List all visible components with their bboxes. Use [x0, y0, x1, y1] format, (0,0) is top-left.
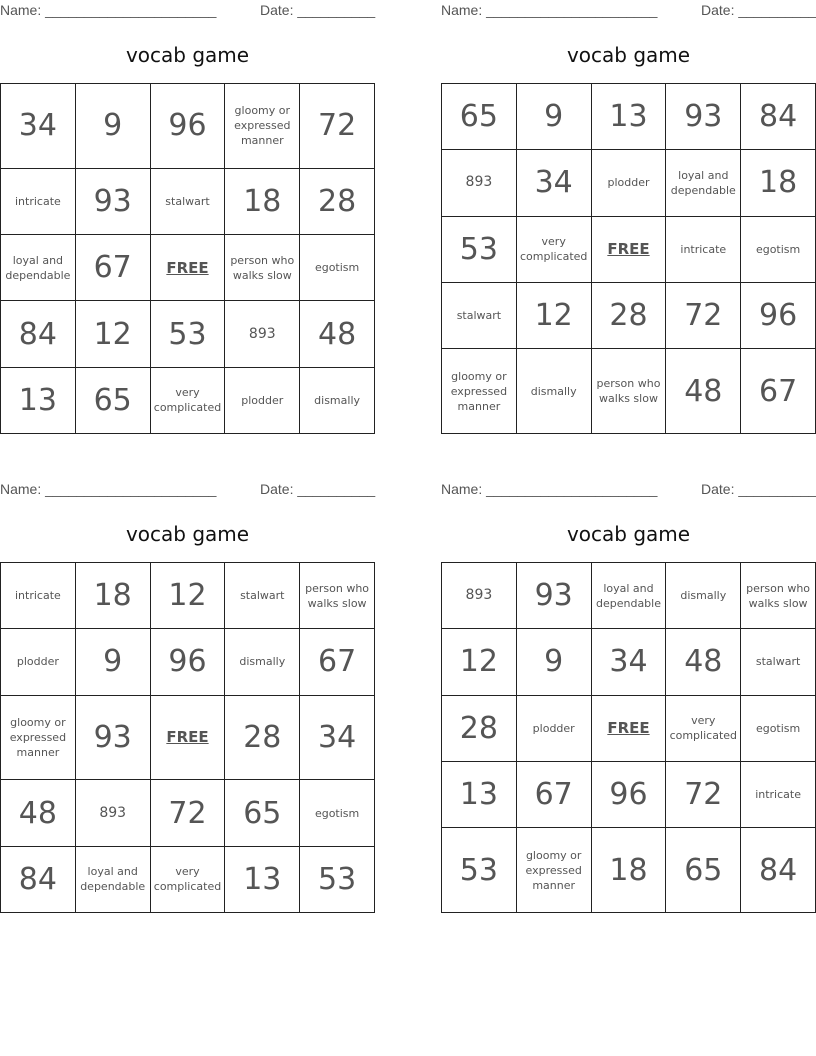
word-cell[interactable]: gloomy or expressed manner: [225, 84, 300, 169]
number-cell[interactable]: 53: [300, 846, 375, 912]
number-cell[interactable]: 96: [741, 282, 816, 348]
number-cell[interactable]: 93: [75, 168, 150, 234]
free-space-cell[interactable]: FREE: [150, 695, 225, 780]
card-title: vocab game: [125, 522, 250, 546]
word-cell[interactable]: stalwart: [741, 629, 816, 695]
number-cell[interactable]: 67: [741, 349, 816, 434]
number-cell[interactable]: 34: [300, 695, 375, 780]
grid-row: [1, 563, 375, 629]
word-cell[interactable]: loyal and dependable: [75, 846, 150, 912]
date-field[interactable]: Date: __________: [260, 481, 376, 497]
card-title: vocab game: [566, 522, 691, 546]
word-cell[interactable]: dismally: [666, 563, 741, 629]
word-cell[interactable]: gloomy or expressed manner: [1, 695, 76, 780]
number-cell[interactable]: 34: [591, 629, 666, 695]
word-cell[interactable]: person who walks slow: [591, 349, 666, 434]
word-cell[interactable]: gloomy or expressed manner: [442, 349, 517, 434]
number-cell[interactable]: 28: [591, 282, 666, 348]
free-space-cell[interactable]: FREE: [150, 235, 225, 301]
name-field[interactable]: Name: ______________________: [441, 481, 658, 497]
date-field[interactable]: Date: __________: [260, 2, 376, 18]
word-cell[interactable]: plodder: [225, 367, 300, 433]
word-cell[interactable]: loyal and dependable: [666, 150, 741, 216]
free-space-cell[interactable]: FREE: [591, 695, 666, 761]
number-cell[interactable]: 34: [516, 150, 591, 216]
number-cell[interactable]: 9: [516, 629, 591, 695]
number-cell[interactable]: 84: [1, 846, 76, 912]
bingo-grid: [441, 83, 816, 434]
date-field[interactable]: Date: __________: [701, 481, 816, 497]
word-cell[interactable]: person who walks slow: [741, 563, 816, 629]
word-cell[interactable]: egotism: [300, 235, 375, 301]
number-cell[interactable]: 93: [516, 563, 591, 629]
word-cell[interactable]: intricate: [1, 168, 76, 234]
number-cell[interactable]: 18: [225, 168, 300, 234]
bingo-grid: [441, 562, 816, 913]
grid-row: [1, 84, 375, 169]
number-cell[interactable]: 18: [75, 563, 150, 629]
number-cell[interactable]: 13: [442, 761, 517, 827]
grid-row: [442, 84, 816, 150]
name-date-row: [0, 2, 375, 20]
number-cell[interactable]: 893: [442, 563, 517, 629]
word-cell[interactable]: intricate: [741, 761, 816, 827]
number-cell[interactable]: 65: [75, 367, 150, 433]
name-date-row: [0, 481, 375, 499]
number-cell[interactable]: 9: [75, 84, 150, 169]
number-cell[interactable]: 72: [666, 761, 741, 827]
grid-row: [442, 695, 816, 761]
number-cell[interactable]: 48: [666, 349, 741, 434]
number-cell[interactable]: 34: [1, 84, 76, 169]
word-cell[interactable]: very complicated: [516, 216, 591, 282]
word-cell[interactable]: intricate: [666, 216, 741, 282]
number-cell[interactable]: 28: [300, 168, 375, 234]
bingo-grid: [0, 562, 375, 913]
number-cell[interactable]: 28: [225, 695, 300, 780]
grid-row: [1, 846, 375, 912]
word-cell[interactable]: dismally: [516, 349, 591, 434]
word-cell[interactable]: person who walks slow: [225, 235, 300, 301]
grid-row: [442, 828, 816, 913]
number-cell[interactable]: 13: [1, 367, 76, 433]
number-cell[interactable]: 893: [75, 780, 150, 846]
word-cell[interactable]: intricate: [1, 563, 76, 629]
grid-row: [1, 629, 375, 695]
number-cell[interactable]: 28: [442, 695, 517, 761]
word-cell[interactable]: egotism: [741, 216, 816, 282]
word-cell[interactable]: plodder: [591, 150, 666, 216]
grid-row: [442, 349, 816, 434]
number-cell[interactable]: 96: [150, 629, 225, 695]
grid-row: [1, 695, 375, 780]
name-field[interactable]: Name: ______________________: [0, 481, 217, 497]
number-cell[interactable]: 96: [150, 84, 225, 169]
name-date-row: [441, 2, 816, 20]
number-cell[interactable]: 53: [150, 301, 225, 367]
number-cell[interactable]: 72: [666, 282, 741, 348]
grid-row: [442, 216, 816, 282]
number-cell[interactable]: 65: [225, 780, 300, 846]
word-cell[interactable]: dismally: [225, 629, 300, 695]
grid-row: [1, 235, 375, 301]
number-cell[interactable]: 12: [75, 301, 150, 367]
name-field[interactable]: Name: ______________________: [0, 2, 217, 18]
number-cell[interactable]: 18: [741, 150, 816, 216]
number-cell[interactable]: 84: [1, 301, 76, 367]
word-cell[interactable]: stalwart: [442, 282, 517, 348]
word-cell[interactable]: stalwart: [225, 563, 300, 629]
name-field[interactable]: Name: ______________________: [441, 2, 658, 18]
card-title: vocab game: [125, 43, 250, 67]
number-cell[interactable]: 65: [666, 828, 741, 913]
number-cell[interactable]: 12: [516, 282, 591, 348]
grid-row: [442, 629, 816, 695]
number-cell[interactable]: 67: [300, 629, 375, 695]
word-cell[interactable]: person who walks slow: [300, 563, 375, 629]
grid-row: [442, 150, 816, 216]
grid-row: [1, 301, 375, 367]
number-cell[interactable]: 96: [591, 761, 666, 827]
grid-row: [442, 563, 816, 629]
grid-row: [442, 761, 816, 827]
word-cell[interactable]: dismally: [300, 367, 375, 433]
number-cell[interactable]: 13: [225, 846, 300, 912]
word-cell[interactable]: stalwart: [150, 168, 225, 234]
number-cell[interactable]: 84: [741, 84, 816, 150]
word-cell[interactable]: egotism: [741, 695, 816, 761]
number-cell[interactable]: 67: [516, 761, 591, 827]
number-cell[interactable]: 67: [75, 235, 150, 301]
number-cell[interactable]: 72: [300, 84, 375, 169]
number-cell[interactable]: 12: [150, 563, 225, 629]
number-cell[interactable]: 93: [75, 695, 150, 780]
word-cell[interactable]: loyal and dependable: [591, 563, 666, 629]
number-cell[interactable]: 13: [591, 84, 666, 150]
number-cell[interactable]: 48: [300, 301, 375, 367]
card-title: vocab game: [566, 43, 691, 67]
number-cell[interactable]: 48: [666, 629, 741, 695]
date-field[interactable]: Date: __________: [701, 2, 816, 18]
number-cell[interactable]: 93: [666, 84, 741, 150]
number-cell[interactable]: 48: [1, 780, 76, 846]
number-cell[interactable]: 84: [741, 828, 816, 913]
word-cell[interactable]: plodder: [1, 629, 76, 695]
number-cell[interactable]: 9: [516, 84, 591, 150]
word-cell[interactable]: loyal and dependable: [1, 235, 76, 301]
grid-row: [442, 282, 816, 348]
grid-row: [1, 168, 375, 234]
number-cell[interactable]: 893: [225, 301, 300, 367]
word-cell[interactable]: very complicated: [150, 846, 225, 912]
free-space-cell[interactable]: FREE: [591, 216, 666, 282]
number-cell[interactable]: 9: [75, 629, 150, 695]
word-cell[interactable]: egotism: [300, 780, 375, 846]
number-cell[interactable]: 12: [442, 629, 517, 695]
number-cell[interactable]: 72: [150, 780, 225, 846]
number-cell[interactable]: 53: [442, 216, 517, 282]
bingo-grid: [0, 83, 375, 434]
word-cell[interactable]: very complicated: [666, 695, 741, 761]
grid-row: [1, 780, 375, 846]
word-cell[interactable]: very complicated: [150, 367, 225, 433]
word-cell[interactable]: gloomy or expressed manner: [516, 828, 591, 913]
name-date-row: [441, 481, 816, 499]
number-cell[interactable]: 893: [442, 150, 517, 216]
number-cell[interactable]: 18: [591, 828, 666, 913]
number-cell[interactable]: 53: [442, 828, 517, 913]
grid-row: [1, 367, 375, 433]
number-cell[interactable]: 65: [442, 84, 517, 150]
word-cell[interactable]: plodder: [516, 695, 591, 761]
